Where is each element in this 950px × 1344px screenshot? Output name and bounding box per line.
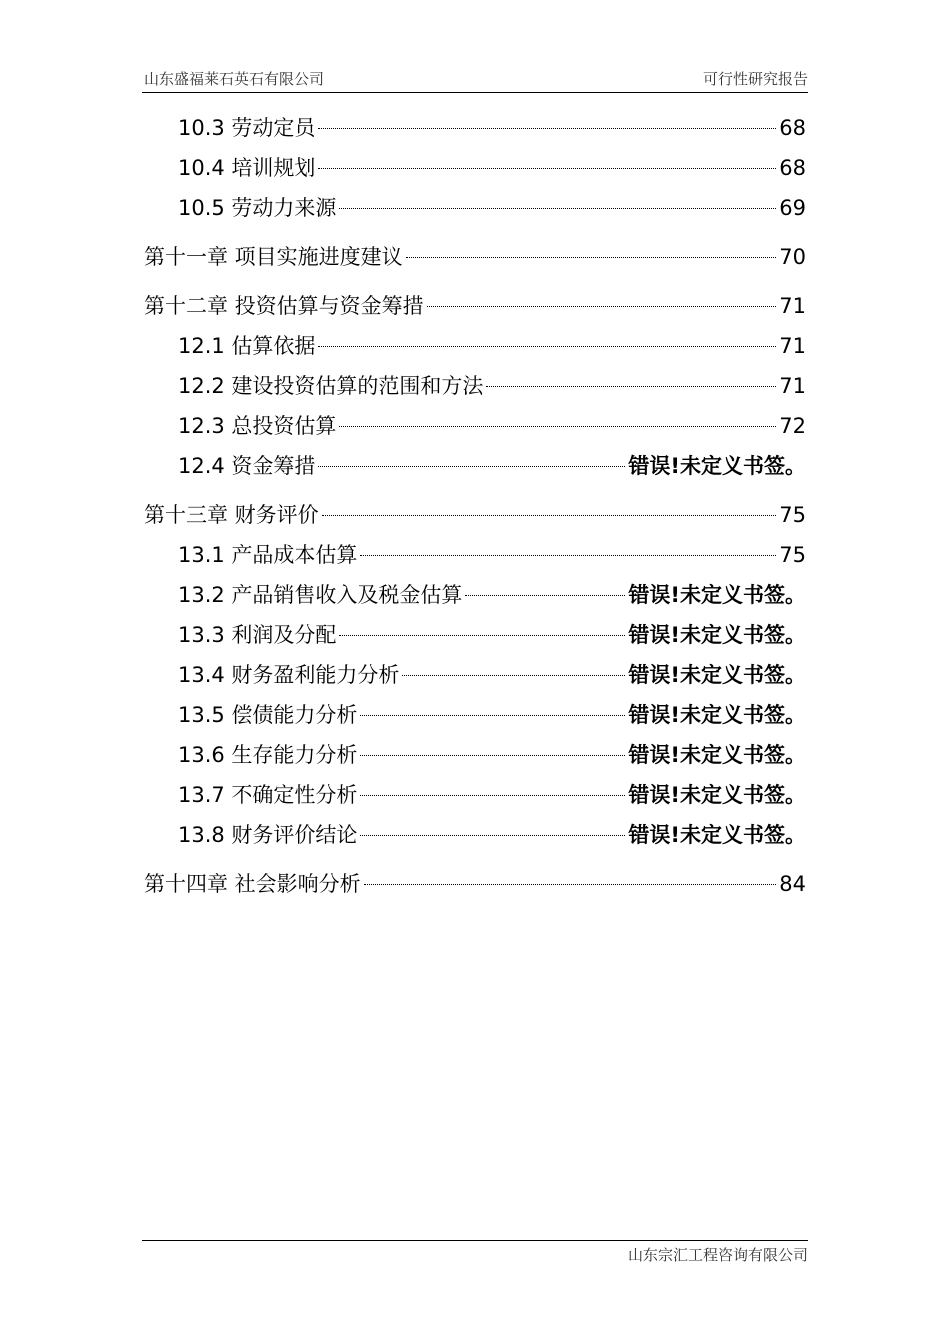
toc-section-entry[interactable] xyxy=(144,815,806,855)
toc-dot-leader xyxy=(406,257,777,258)
toc-entry-title: 10.3 劳动定员 xyxy=(178,116,316,140)
toc-section-entry[interactable] xyxy=(144,148,806,188)
toc-entry-title: 13.1 产品成本估算 xyxy=(178,543,358,567)
toc-entry-page: 71 xyxy=(779,294,806,318)
toc-entry-error-ref: 错误!未定义书签。 xyxy=(628,703,806,727)
toc-entry-page: 69 xyxy=(779,196,806,220)
toc-dot-leader xyxy=(339,426,776,427)
toc-chapter-entry[interactable] xyxy=(144,237,806,277)
toc-entry-title: 10.5 劳动力来源 xyxy=(178,196,337,220)
toc-entry-title: 第十三章 财务评价 xyxy=(144,503,319,527)
toc-dot-leader xyxy=(360,795,625,796)
toc-entry-title: 13.8 财务评价结论 xyxy=(178,823,358,847)
toc-dot-leader xyxy=(339,635,625,636)
toc-entry-title: 13.4 财务盈利能力分析 xyxy=(178,663,400,687)
toc-entry-page: 75 xyxy=(779,503,806,527)
toc-section-entry[interactable] xyxy=(144,695,806,735)
toc-section-entry[interactable] xyxy=(144,535,806,575)
toc-entry-title: 13.5 偿债能力分析 xyxy=(178,703,358,727)
toc-dot-leader xyxy=(360,555,776,556)
toc-dot-leader xyxy=(318,466,625,467)
toc-entry-title: 13.6 生存能力分析 xyxy=(178,743,358,767)
toc-section-entry[interactable] xyxy=(144,406,806,446)
toc-entry-page: 68 xyxy=(779,116,806,140)
toc-section-entry[interactable] xyxy=(144,615,806,655)
toc-entry-title: 12.3 总投资估算 xyxy=(178,414,337,438)
toc-section-entry[interactable] xyxy=(144,775,806,815)
footer-rule xyxy=(142,1240,808,1241)
toc-dot-leader xyxy=(318,346,776,347)
header-company: 山东盛福莱石英石有限公司 xyxy=(144,70,325,88)
toc-entry-error-ref: 错误!未定义书签。 xyxy=(628,454,806,478)
toc-entry-error-ref: 错误!未定义书签。 xyxy=(628,663,806,687)
toc-dot-leader xyxy=(427,306,777,307)
toc-entry-title: 13.2 产品销售收入及税金估算 xyxy=(178,583,463,607)
toc-dot-leader xyxy=(486,386,776,387)
toc-entry-error-ref: 错误!未定义书签。 xyxy=(628,783,806,807)
toc-section-entry[interactable] xyxy=(144,326,806,366)
toc-section-entry[interactable] xyxy=(144,108,806,148)
table-of-contents xyxy=(144,108,806,904)
toc-dot-leader xyxy=(339,208,776,209)
toc-dot-leader xyxy=(465,595,625,596)
toc-chapter-entry[interactable] xyxy=(144,864,806,904)
toc-dot-leader xyxy=(360,755,625,756)
toc-entry-error-ref: 错误!未定义书签。 xyxy=(628,743,806,767)
toc-dot-leader xyxy=(364,884,777,885)
toc-entry-page: 84 xyxy=(779,872,806,896)
toc-entry-page: 68 xyxy=(779,156,806,180)
toc-section-entry[interactable] xyxy=(144,366,806,406)
toc-entry-page: 71 xyxy=(779,334,806,358)
toc-dot-leader xyxy=(360,715,625,716)
toc-entry-page: 72 xyxy=(779,414,806,438)
toc-entry-title: 10.4 培训规划 xyxy=(178,156,316,180)
page-header xyxy=(142,66,808,92)
toc-dot-leader xyxy=(318,168,776,169)
toc-entry-title: 13.3 利润及分配 xyxy=(178,623,337,647)
toc-entry-title: 第十四章 社会影响分析 xyxy=(144,872,361,896)
header-rule xyxy=(142,92,808,93)
toc-dot-leader xyxy=(360,835,625,836)
toc-entry-error-ref: 错误!未定义书签。 xyxy=(628,583,806,607)
toc-dot-leader xyxy=(402,675,625,676)
toc-section-entry[interactable] xyxy=(144,188,806,228)
toc-entry-title: 12.2 建设投资估算的范围和方法 xyxy=(178,374,484,398)
footer-company: 山东宗汇工程咨询有限公司 xyxy=(627,1246,808,1264)
toc-entry-title: 12.4 资金筹措 xyxy=(178,454,316,478)
toc-entry-error-ref: 错误!未定义书签。 xyxy=(628,623,806,647)
toc-dot-leader xyxy=(322,515,777,516)
toc-entry-title: 12.1 估算依据 xyxy=(178,334,316,358)
toc-entry-page: 70 xyxy=(779,245,806,269)
toc-entry-page: 75 xyxy=(779,543,806,567)
toc-section-entry[interactable] xyxy=(144,446,806,486)
toc-entry-error-ref: 错误!未定义书签。 xyxy=(628,823,806,847)
toc-entry-title: 第十二章 投资估算与资金筹措 xyxy=(144,294,424,318)
toc-entry-page: 71 xyxy=(779,374,806,398)
toc-chapter-entry[interactable] xyxy=(144,495,806,535)
toc-section-entry[interactable] xyxy=(144,655,806,695)
toc-chapter-entry[interactable] xyxy=(144,286,806,326)
toc-section-entry[interactable] xyxy=(144,735,806,775)
toc-entry-title: 第十一章 项目实施进度建议 xyxy=(144,245,403,269)
toc-dot-leader xyxy=(318,128,776,129)
toc-section-entry[interactable] xyxy=(144,575,806,615)
toc-entry-title: 13.7 不确定性分析 xyxy=(178,783,358,807)
header-doc-type: 可行性研究报告 xyxy=(702,70,808,88)
